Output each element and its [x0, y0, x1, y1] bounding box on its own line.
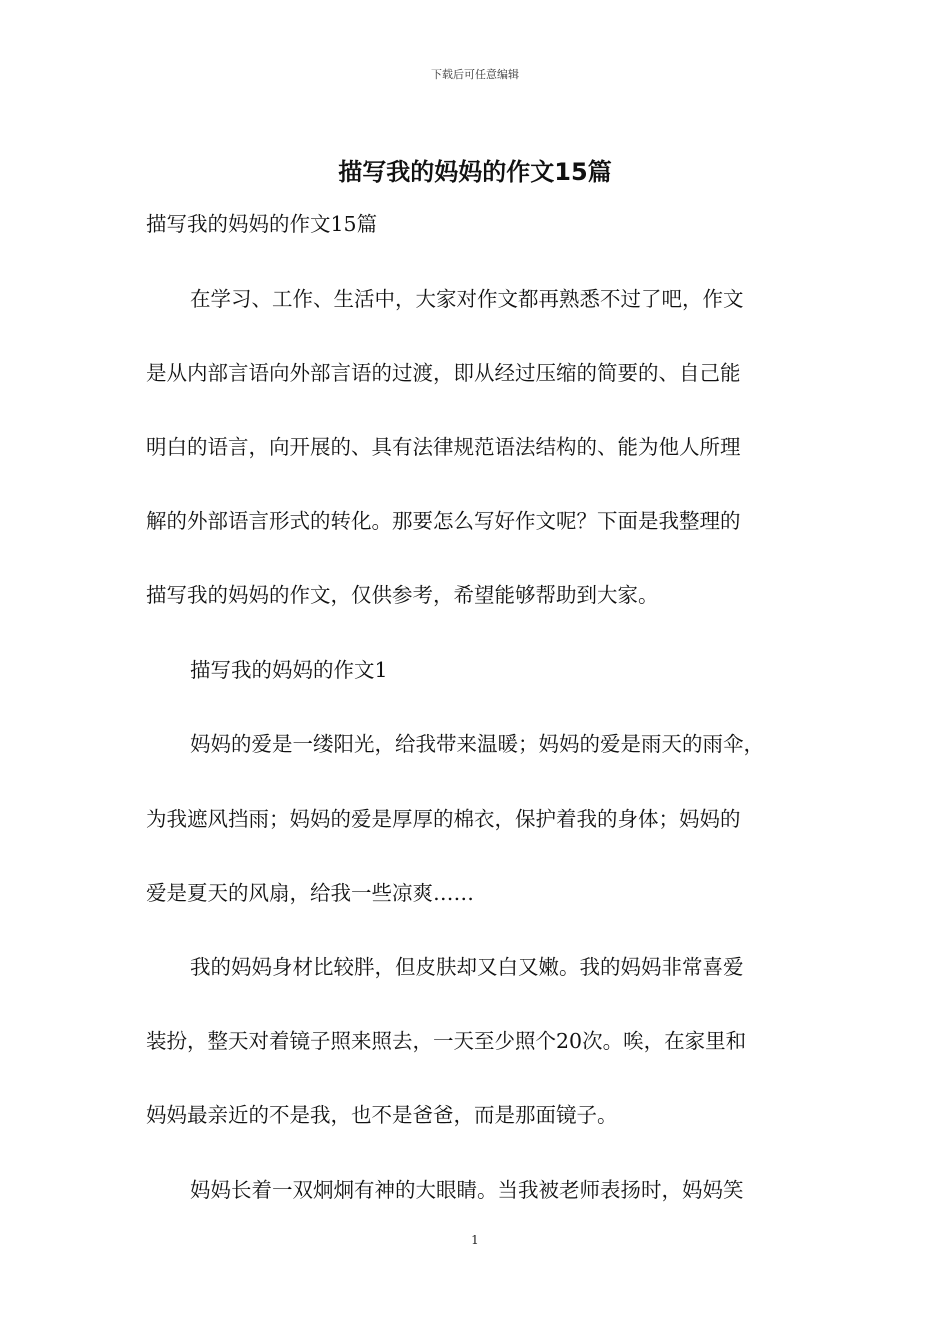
document-title: 描写我的妈妈的作文15篇	[338, 158, 612, 186]
page-number: 1	[471, 1233, 479, 1247]
subtitle-line: 描写我的妈妈的作文15篇	[146, 212, 378, 236]
paragraph-line: 是从内部言语向外部言语的过渡，即从经过压缩的简要的、自己能	[146, 361, 741, 385]
paragraph-line: 为我遮风挡雨；妈妈的爱是厚厚的棉衣，保护着我的身体；妈妈的	[146, 807, 741, 831]
paragraph-line: 在学习、工作、生活中，大家对作文都再熟悉不过了吧，作文	[190, 287, 744, 311]
paragraph-line: 妈妈长着一双炯炯有神的大眼睛。当我被老师表扬时，妈妈笑	[190, 1178, 744, 1202]
paragraph-line: 妈妈最亲近的不是我，也不是爸爸，而是那面镜子。	[146, 1103, 618, 1127]
section-heading: 描写我的妈妈的作文1	[190, 658, 388, 682]
paragraph-line: 我的妈妈身材比较胖，但皮肤却又白又嫩。我的妈妈非常喜爱	[190, 955, 744, 979]
paragraph-line: 装扮，整天对着镜子照来照去，一天至少照个20次。唉，在家里和	[146, 1029, 747, 1053]
paragraph-line: 描写我的妈妈的作文，仅供参考，希望能够帮助到大家。	[146, 583, 659, 607]
paragraph-line: 明白的语言，向开展的、具有法律规范语法结构的、能为他人所理	[146, 435, 741, 459]
header-note: 下载后可任意编辑	[431, 68, 519, 81]
paragraph-line: 解的外部语言形式的转化。那要怎么写好作文呢？下面是我整理的	[146, 509, 741, 533]
paragraph-line: 妈妈的爱是一缕阳光，给我带来温暖；妈妈的爱是雨天的雨伞，	[190, 732, 764, 756]
paragraph-line: 爱是夏天的风扇，给我一些凉爽……	[146, 881, 474, 905]
